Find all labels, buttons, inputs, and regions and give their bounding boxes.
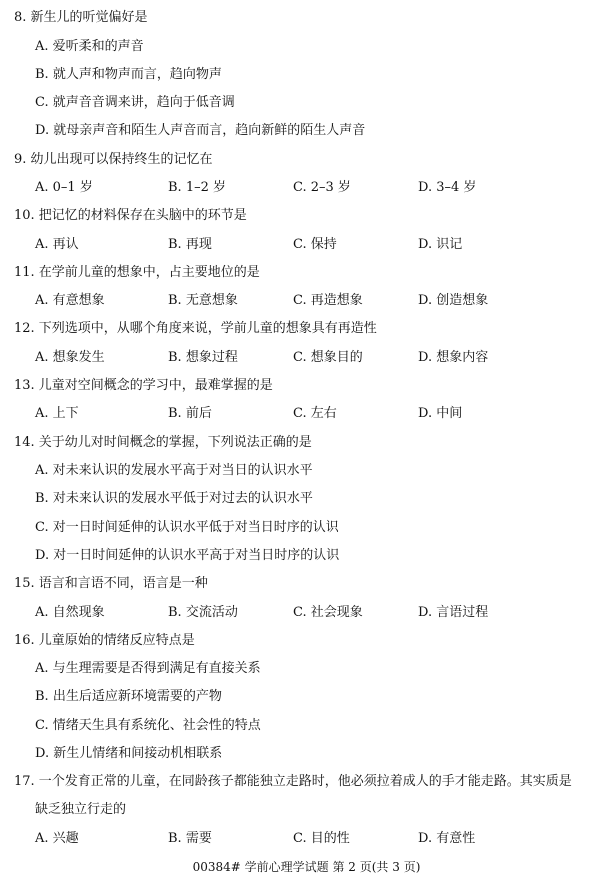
question-14-option-a: A. 对未来认识的发展水平高于对当日的认识水平: [35, 463, 313, 478]
question-11-options: [0, 291, 613, 311]
question-13-stem: 13. 儿童对空间概念的学习中，最难掌握的是: [14, 378, 273, 393]
question-12-option-d: D. 想象内容: [418, 350, 489, 365]
question-15-option-a: A. 自然现象: [35, 605, 105, 620]
question-17-option-c: C. 目的性: [293, 831, 350, 846]
question-15-option-d: D. 言语过程: [418, 605, 489, 620]
page-footer: 00384# 学前心理学试题 第 2 页(共 3 页): [192, 860, 421, 874]
question-12-stem: 12. 下列选项中，从哪个角度来说，学前儿童的想象具有再造性: [14, 321, 377, 336]
question-11-option-d: D. 创造想象: [418, 293, 489, 308]
question-9-option-b: B. 1–2 岁: [168, 180, 226, 195]
question-8-option-d: D. 就母亲声音和陌生人声音而言，趋向新鲜的陌生人声音: [35, 123, 366, 138]
question-16-stem: 16. 儿童原始的情绪反应特点是: [14, 633, 195, 648]
question-8-option-c: C. 就声音音调来讲，趋向于低音调: [35, 95, 235, 110]
question-15-option-b: B. 交流活动: [168, 605, 238, 620]
question-13-options: [0, 404, 613, 424]
question-9-options: [0, 178, 613, 198]
question-10-option-b: B. 再现: [168, 237, 212, 252]
question-15-option-c: C. 社会现象: [293, 605, 363, 620]
question-17-option-d: D. 有意性: [418, 831, 476, 846]
question-17-stem: 17. 一个发育正常的儿童，在同龄孩子都能独立走路时，他必须拉着成人的手才能走路。其实质是: [14, 774, 572, 789]
question-10-option-c: C. 保持: [293, 237, 337, 252]
question-10-options: [0, 235, 613, 255]
question-8-option-a: A. 爱听柔和的声音: [35, 39, 144, 54]
question-8-stem: 8. 新生儿的听觉偏好是: [14, 10, 148, 25]
question-8-option-b: B. 就人声和物声而言，趋向物声: [35, 67, 222, 82]
question-11-option-a: A. 有意想象: [35, 293, 105, 308]
question-9-option-a: A. 0–1 岁: [35, 180, 93, 195]
question-15-stem: 15. 语言和言语不同，语言是一种: [14, 576, 208, 591]
question-12-option-b: B. 想象过程: [168, 350, 238, 365]
question-16-option-d: D. 新生儿情绪和间接动机相联系: [35, 746, 223, 761]
question-9-option-c: C. 2–3 岁: [293, 180, 351, 195]
question-12-option-a: A. 想象发生: [35, 350, 105, 365]
question-11-option-b: B. 无意想象: [168, 293, 238, 308]
question-17-option-a: A. 兴趣: [35, 831, 79, 846]
question-13-option-d: D. 中间: [418, 406, 463, 421]
question-12-options: [0, 348, 613, 368]
question-17-option-b: B. 需要: [168, 831, 212, 846]
question-13-option-b: B. 前后: [168, 406, 212, 421]
question-15-options: [0, 603, 613, 623]
question-17-options: [0, 829, 613, 849]
question-13-option-a: A. 上下: [35, 406, 79, 421]
question-12-option-c: C. 想象目的: [293, 350, 363, 365]
question-13-option-c: C. 左右: [293, 406, 337, 421]
question-9-stem: 9. 幼儿出现可以保持终生的记忆在: [14, 152, 213, 167]
question-11-stem: 11. 在学前儿童的想象中，占主要地位的是: [14, 265, 260, 280]
question-17-stem-continued: 缺乏独立行走的: [35, 802, 127, 817]
question-10-option-a: A. 再认: [35, 237, 79, 252]
question-11-option-c: C. 再造想象: [293, 293, 363, 308]
question-14-option-d: D. 对一日时间延伸的认识水平高于对当日时序的认识: [35, 548, 340, 563]
question-16-option-c: C. 情绪天生具有系统化、社会性的特点: [35, 718, 261, 733]
question-16-option-a: A. 与生理需要是否得到满足有直接关系: [35, 661, 261, 676]
question-9-option-d: D. 3–4 岁: [418, 180, 477, 195]
question-16-option-b: B. 出生后适应新环境需要的产物: [35, 689, 222, 704]
question-14-option-c: C. 对一日时间延伸的认识水平低于对当日时序的认识: [35, 520, 339, 535]
question-10-stem: 10. 把记忆的材料保存在头脑中的环节是: [14, 208, 247, 223]
question-14-option-b: B. 对未来认识的发展水平低于对过去的认识水平: [35, 491, 313, 506]
question-14-stem: 14. 关于幼儿对时间概念的掌握，下列说法正确的是: [14, 435, 312, 450]
question-10-option-d: D. 识记: [418, 237, 463, 252]
